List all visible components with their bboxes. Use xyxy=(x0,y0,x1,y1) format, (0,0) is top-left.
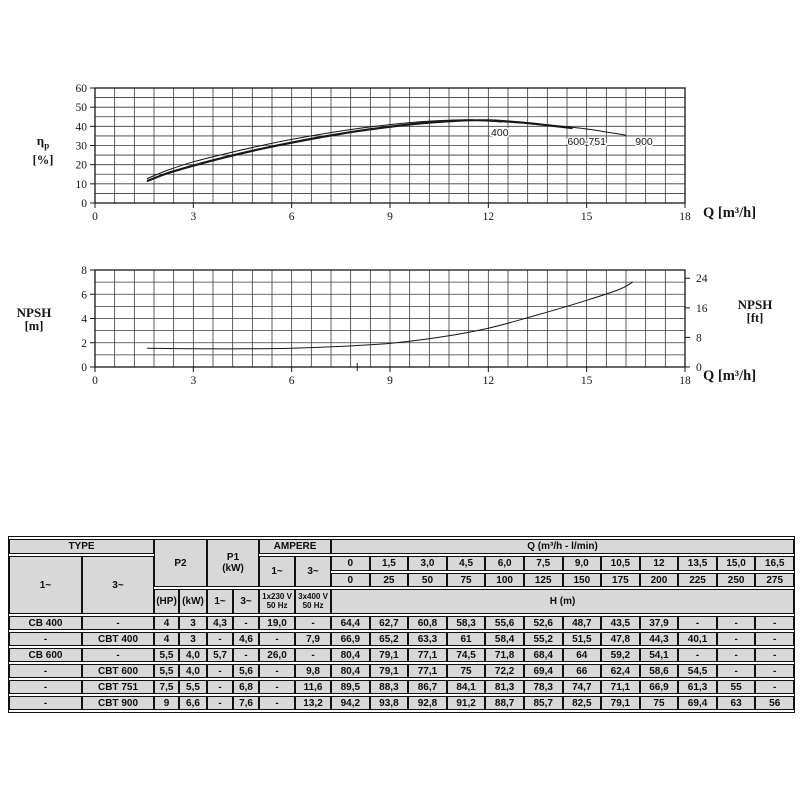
col-header-type: TYPE xyxy=(9,539,154,554)
q-lmin-header: 0 xyxy=(331,573,370,587)
value-cell: 74,7 xyxy=(563,680,602,694)
value-cell: 7,9 xyxy=(295,632,331,646)
y-tick-label: 0 xyxy=(81,362,87,374)
curve-400 xyxy=(147,120,501,179)
col-header-p2: P2 xyxy=(154,539,207,587)
type-cell: - xyxy=(9,632,82,646)
p1-1ph-header: 1~ xyxy=(207,589,233,614)
value-cell: 54,1 xyxy=(640,648,679,662)
value-cell: - xyxy=(295,616,331,630)
value-cell: 88,7 xyxy=(485,696,524,710)
q-lmin-header: 225 xyxy=(678,573,717,587)
q-lmin-header: 150 xyxy=(563,573,602,587)
value-cell: 4,3 xyxy=(207,616,233,630)
col-header-3ph: 3~ xyxy=(82,556,154,614)
amp-3ph-voltage: 3x400 V 50 Hz xyxy=(295,589,331,614)
value-cell: - xyxy=(259,632,295,646)
q-m3h-header: 7,5 xyxy=(524,556,563,571)
value-cell: 5,7 xyxy=(207,648,233,662)
value-cell: - xyxy=(259,664,295,678)
q-m3h-header: 0 xyxy=(331,556,370,571)
value-cell: 51,5 xyxy=(563,632,602,646)
value-cell: 4,6 xyxy=(233,632,259,646)
value-cell: 4,0 xyxy=(179,648,207,662)
npsh-right-axis-label: NPSH [ft] xyxy=(737,297,773,325)
q-m3h-header: 13,5 xyxy=(678,556,717,571)
value-cell: 80,4 xyxy=(331,648,370,662)
value-cell: 13,2 xyxy=(295,696,331,710)
type-cell: CBT 400 xyxy=(82,632,154,646)
y-tick-label: 6 xyxy=(81,289,87,302)
value-cell: 82,5 xyxy=(563,696,602,710)
y-tick-label: 50 xyxy=(75,102,87,115)
value-cell: 62,4 xyxy=(601,664,640,678)
value-cell: - xyxy=(295,648,331,662)
q-lmin-header: 125 xyxy=(524,573,563,587)
x-tick-label: 3 xyxy=(190,375,197,387)
x-tick-label: 0 xyxy=(92,375,98,387)
performance-table xyxy=(8,536,795,713)
value-cell: 88,3 xyxy=(370,680,409,694)
x-tick-label: 15 xyxy=(580,375,593,387)
value-cell: - xyxy=(717,664,756,678)
y-tick-label: 2 xyxy=(81,337,87,350)
q-m3h-header: 3,0 xyxy=(408,556,447,571)
col-header-1ph: 1~ xyxy=(9,556,82,614)
type-cell: - xyxy=(82,616,154,630)
value-cell: 26,0 xyxy=(259,648,295,662)
p2-kw-header: (kW) xyxy=(179,589,207,614)
value-cell: 89,5 xyxy=(331,680,370,694)
q-lmin-header: 250 xyxy=(717,573,756,587)
value-cell: - xyxy=(678,616,717,630)
table-row xyxy=(9,664,794,678)
value-cell: 62,7 xyxy=(370,616,409,630)
value-cell: 66,9 xyxy=(640,680,679,694)
table-row xyxy=(9,648,794,662)
value-cell: - xyxy=(207,696,233,710)
value-cell: 55,2 xyxy=(524,632,563,646)
q-lmin-header: 25 xyxy=(370,573,409,587)
type-cell: CBT 600 xyxy=(82,664,154,678)
value-cell: 9 xyxy=(154,696,179,710)
value-cell: 59,2 xyxy=(601,648,640,662)
performance-table-wrap xyxy=(8,536,795,713)
value-cell: 4 xyxy=(154,632,179,646)
x-tick-label: 12 xyxy=(482,211,495,223)
value-cell: 75 xyxy=(447,664,486,678)
value-cell: 58,4 xyxy=(485,632,524,646)
x-tick-label: 15 xyxy=(580,211,593,223)
q-m3h-header: 9,0 xyxy=(563,556,602,571)
x-tick-label: 3 xyxy=(190,211,197,223)
value-cell: 44,3 xyxy=(640,632,679,646)
right-tick-label: 0 xyxy=(696,362,702,374)
value-cell: 69,4 xyxy=(524,664,563,678)
value-cell: 77,1 xyxy=(408,648,447,662)
q-m3h-header: 12 xyxy=(640,556,679,571)
type-cell: - xyxy=(9,680,82,694)
value-cell: - xyxy=(717,616,756,630)
y-tick-label: 4 xyxy=(81,313,87,326)
value-cell: 52,6 xyxy=(524,616,563,630)
value-cell: 79,1 xyxy=(601,696,640,710)
value-cell: 64,4 xyxy=(331,616,370,630)
x-tick-label: 12 xyxy=(482,375,495,387)
value-cell: 37,9 xyxy=(640,616,679,630)
value-cell: 92,8 xyxy=(408,696,447,710)
value-cell: 68,4 xyxy=(524,648,563,662)
value-cell: 94,2 xyxy=(331,696,370,710)
value-cell: 55 xyxy=(717,680,756,694)
value-cell: 5,6 xyxy=(233,664,259,678)
value-cell: 54,5 xyxy=(678,664,717,678)
type-cell: CB 400 xyxy=(9,616,82,630)
value-cell: - xyxy=(717,648,756,662)
type-cell: CBT 751 xyxy=(82,680,154,694)
value-cell: 80,4 xyxy=(331,664,370,678)
value-cell: 64 xyxy=(563,648,602,662)
value-cell: 63 xyxy=(717,696,756,710)
right-tick-label: 24 xyxy=(696,273,708,286)
value-cell: - xyxy=(755,664,794,678)
h-m-header: H (m) xyxy=(331,589,794,614)
curve-label-900: 900 xyxy=(635,136,653,149)
col-header-ampere: AMPERE xyxy=(259,539,331,554)
type-cell: - xyxy=(9,696,82,710)
value-cell: 56 xyxy=(755,696,794,710)
curve-label-400: 400 xyxy=(491,127,509,140)
right-tick-label: 8 xyxy=(696,332,702,345)
value-cell: 43,5 xyxy=(601,616,640,630)
value-cell: 58,3 xyxy=(447,616,486,630)
value-cell: 3 xyxy=(179,632,207,646)
value-cell: - xyxy=(755,680,794,694)
y-tick-label: 0 xyxy=(81,198,87,210)
value-cell: 65,2 xyxy=(370,632,409,646)
value-cell: 75 xyxy=(640,696,679,710)
value-cell: - xyxy=(755,632,794,646)
value-cell: 19,0 xyxy=(259,616,295,630)
value-cell: - xyxy=(259,680,295,694)
value-cell: 86,7 xyxy=(408,680,447,694)
q-m3h-header: 4,5 xyxy=(447,556,486,571)
value-cell: 72,2 xyxy=(485,664,524,678)
eta-symbol: $\eta_p$ xyxy=(36,133,50,151)
value-cell: 47,8 xyxy=(601,632,640,646)
value-cell: - xyxy=(207,664,233,678)
value-cell: 48,7 xyxy=(563,616,602,630)
x-tick-label: 6 xyxy=(288,211,295,223)
value-cell: 6,6 xyxy=(179,696,207,710)
value-cell: 58,6 xyxy=(640,664,679,678)
npsh-left-axis-label: NPSH [m] xyxy=(16,305,52,333)
p1-3ph-header: 3~ xyxy=(233,589,259,614)
efficiency-y-axis-label: $\eta_p$ [%] xyxy=(32,133,54,167)
value-cell: 61,3 xyxy=(678,680,717,694)
value-cell: 79,1 xyxy=(370,664,409,678)
amp-1ph-voltage: 1x230 V 50 Hz xyxy=(259,589,295,614)
value-cell: 7,6 xyxy=(233,696,259,710)
npsh-x-axis-label: Q [m³/h] xyxy=(703,368,757,384)
type-cell: - xyxy=(82,648,154,662)
value-cell: 61 xyxy=(447,632,486,646)
x-tick-label: 18 xyxy=(679,375,691,387)
q-m3h-header: 6,0 xyxy=(485,556,524,571)
x-tick-label: 18 xyxy=(679,211,691,223)
value-cell: - xyxy=(259,696,295,710)
x-tick-label: 6 xyxy=(288,375,295,387)
y-tick-label: 8 xyxy=(81,265,87,277)
y-tick-label: 20 xyxy=(75,159,87,172)
right-tick-label: 16 xyxy=(696,302,708,315)
value-cell: 79,1 xyxy=(370,648,409,662)
value-cell: 91,2 xyxy=(447,696,486,710)
value-cell: 5,5 xyxy=(154,664,179,678)
value-cell: 69,4 xyxy=(678,696,717,710)
q-lmin-header: 75 xyxy=(447,573,486,587)
value-cell: - xyxy=(755,648,794,662)
value-cell: - xyxy=(233,616,259,630)
efficiency-chart xyxy=(0,80,800,230)
value-cell: 63,3 xyxy=(408,632,447,646)
value-cell: 5,5 xyxy=(179,680,207,694)
curve-label-600-751: 600-751 xyxy=(567,136,606,149)
value-cell: 60,8 xyxy=(408,616,447,630)
value-cell: 66 xyxy=(563,664,602,678)
value-cell: - xyxy=(717,632,756,646)
q-lmin-header: 100 xyxy=(485,573,524,587)
y-tick-label: 30 xyxy=(75,140,87,153)
q-lmin-header: 200 xyxy=(640,573,679,587)
value-cell: 7,5 xyxy=(154,680,179,694)
q-lmin-header: 50 xyxy=(408,573,447,587)
curve-900 xyxy=(147,120,626,181)
value-cell: 66,9 xyxy=(331,632,370,646)
p2-hp-header: (HP) xyxy=(154,589,179,614)
value-cell: - xyxy=(233,648,259,662)
col-header-p1: P1 (kW) xyxy=(207,539,259,587)
col-header-q: Q (m³/h - l/min) xyxy=(331,539,794,554)
x-tick-label: 0 xyxy=(92,211,98,223)
value-cell: 74,5 xyxy=(447,648,486,662)
value-cell: - xyxy=(207,632,233,646)
table-row xyxy=(9,696,794,710)
value-cell: 84,1 xyxy=(447,680,486,694)
value-cell: 85,7 xyxy=(524,696,563,710)
q-m3h-header: 15,0 xyxy=(717,556,756,571)
value-cell: 6,8 xyxy=(233,680,259,694)
value-cell: - xyxy=(755,616,794,630)
value-cell: 71,8 xyxy=(485,648,524,662)
q-lmin-header: 175 xyxy=(601,573,640,587)
value-cell: 11,6 xyxy=(295,680,331,694)
value-cell: 71,1 xyxy=(601,680,640,694)
efficiency-x-axis-label: Q [m³/h] xyxy=(703,205,757,221)
value-cell: 40,1 xyxy=(678,632,717,646)
x-tick-label: 9 xyxy=(387,211,393,223)
value-cell: 77,1 xyxy=(408,664,447,678)
value-cell: 5,5 xyxy=(154,648,179,662)
value-cell: - xyxy=(678,648,717,662)
col-header-amp-1ph: 1~ xyxy=(259,556,295,587)
value-cell: 78,3 xyxy=(524,680,563,694)
table-row xyxy=(9,632,794,646)
value-cell: 9,8 xyxy=(295,664,331,678)
q-m3h-header: 16,5 xyxy=(755,556,794,571)
y-tick-label: 40 xyxy=(75,121,87,134)
y-tick-label: 10 xyxy=(75,178,87,191)
q-m3h-header: 10,5 xyxy=(601,556,640,571)
npsh-chart xyxy=(0,258,800,393)
table-row xyxy=(9,680,794,694)
q-m3h-header: 1,5 xyxy=(370,556,409,571)
value-cell: 3 xyxy=(179,616,207,630)
type-cell: CB 600 xyxy=(9,648,82,662)
q-lmin-header: 275 xyxy=(755,573,794,587)
value-cell: - xyxy=(207,680,233,694)
table-row xyxy=(9,616,794,630)
type-cell: CBT 900 xyxy=(82,696,154,710)
x-tick-label: 9 xyxy=(387,375,393,387)
y-tick-label: 60 xyxy=(75,83,87,95)
value-cell: 4,0 xyxy=(179,664,207,678)
value-cell: 55,6 xyxy=(485,616,524,630)
value-cell: 4 xyxy=(154,616,179,630)
col-header-amp-3ph: 3~ xyxy=(295,556,331,587)
value-cell: 93,8 xyxy=(370,696,409,710)
value-cell: 81,3 xyxy=(485,680,524,694)
type-cell: - xyxy=(9,664,82,678)
